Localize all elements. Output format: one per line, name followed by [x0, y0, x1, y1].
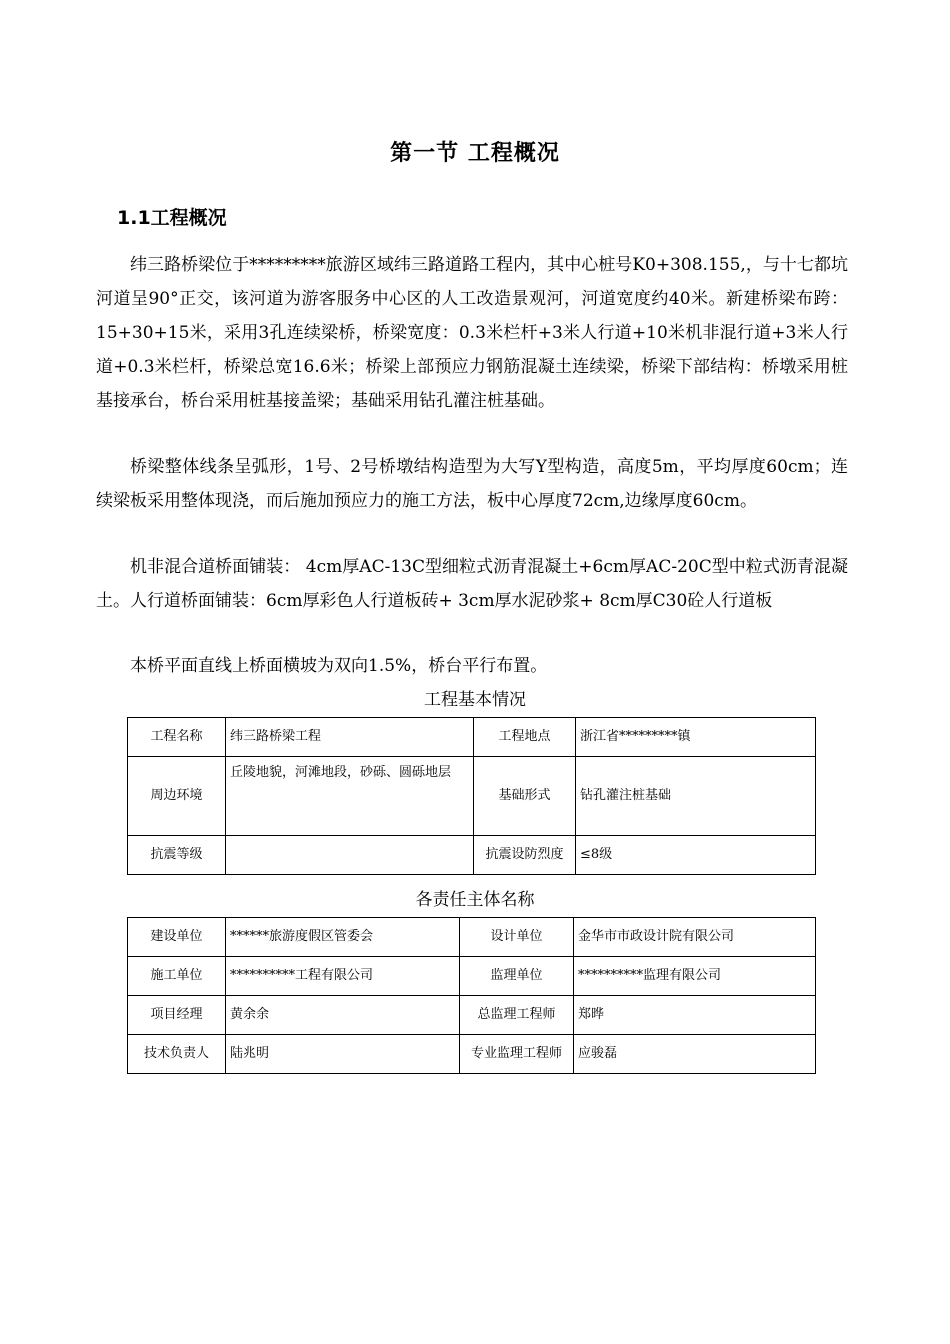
table-row: [128, 836, 816, 875]
label-cell: 工程地点: [474, 718, 576, 757]
label-cell: 专业监理工程师: [460, 1035, 574, 1074]
label-cell: 工程名称: [128, 718, 226, 757]
label-cell: 项目经理: [128, 996, 226, 1035]
value-cell: 金华市市政设计院有限公司: [574, 918, 816, 957]
label-cell: 基础形式: [474, 757, 576, 836]
parties-table: [127, 917, 816, 1074]
section-title: 第一节 工程概况: [390, 141, 560, 166]
subsection-title: 1.1工程概况: [117, 207, 227, 229]
label-cell: 周边环境: [128, 757, 226, 836]
value-cell: **********监理有限公司: [574, 957, 816, 996]
value-cell: [226, 836, 474, 875]
value-cell: 黄余余: [226, 996, 460, 1035]
value-cell: ≤8级: [576, 836, 816, 875]
value-cell: 郑晔: [574, 996, 816, 1035]
table-row: [128, 718, 816, 757]
value-cell: 应骏磊: [574, 1035, 816, 1074]
label-cell: 建设单位: [128, 918, 226, 957]
label-cell: 抗震设防烈度: [474, 836, 576, 875]
table-row: [128, 957, 816, 996]
paragraph-overview: 纬三路桥梁位于*********旅游区域纬三路道路工程内，其中心桩号K0+308.155,，与十七都坑河道呈90°正交，该河道为游客服务中心区的人工改造景观河，河道宽度约40米。新建桥梁布跨：15+30+15米，采用3孔连续梁桥，桥梁宽度：0.3米栏杆+3米人行道+10米机非混行道+3米人行道+0.3米栏杆，桥梁总宽16.6米；桥梁上部预应力钢筋混凝土连续梁，桥梁下部结构：桥墩采用桩基接承台，桥台采用桩基接盖梁；基础采用钻孔灌注桩基础。: [96, 255, 848, 411]
paragraph-paving: 机非混合道桥面铺装： 4cm厚AC-13C型细粒式沥青混凝土+6cm厚AC-20C型中粒式沥青混凝土。人行道桥面铺装：6cm厚彩色人行道板砖+ 3cm厚水泥砂浆+ 8cm厚C30砼人行道板: [96, 557, 848, 611]
value-cell: ******旅游度假区管委会: [226, 918, 460, 957]
table-row: [128, 996, 816, 1035]
value-cell: 陆兆明: [226, 1035, 460, 1074]
label-cell: 抗震等级: [128, 836, 226, 875]
paragraph-structure: 桥梁整体线条呈弧形，1号、2号桥墩结构造型为大写Y型构造，高度5m，平均厚度60cm；连续梁板采用整体现浇，而后施加预应力的施工方法，板中心厚度72cm,边缘厚度60cm。: [96, 457, 848, 511]
value-cell: 丘陵地貌，河滩地段，砂砾、圆砾地层: [226, 757, 474, 836]
label-cell: 监理单位: [460, 957, 574, 996]
basic-info-caption: 工程基本情况: [424, 690, 526, 710]
value-cell: **********工程有限公司: [226, 957, 460, 996]
parties-caption: 各责任主体名称: [415, 890, 535, 910]
paragraph-slope: 本桥平面直线上桥面横坡为双向1.5%，桥台平行布置。: [130, 656, 548, 676]
label-cell: 施工单位: [128, 957, 226, 996]
label-cell: 技术负责人: [128, 1035, 226, 1074]
value-cell: 钻孔灌注桩基础: [576, 757, 816, 836]
table-row: [128, 918, 816, 957]
label-cell: 总监理工程师: [460, 996, 574, 1035]
table-row: [128, 757, 816, 836]
basic-info-table: [127, 717, 816, 875]
value-cell: 浙江省*********镇: [576, 718, 816, 757]
value-cell: 纬三路桥梁工程: [226, 718, 474, 757]
label-cell: 设计单位: [460, 918, 574, 957]
table-row: [128, 1035, 816, 1074]
